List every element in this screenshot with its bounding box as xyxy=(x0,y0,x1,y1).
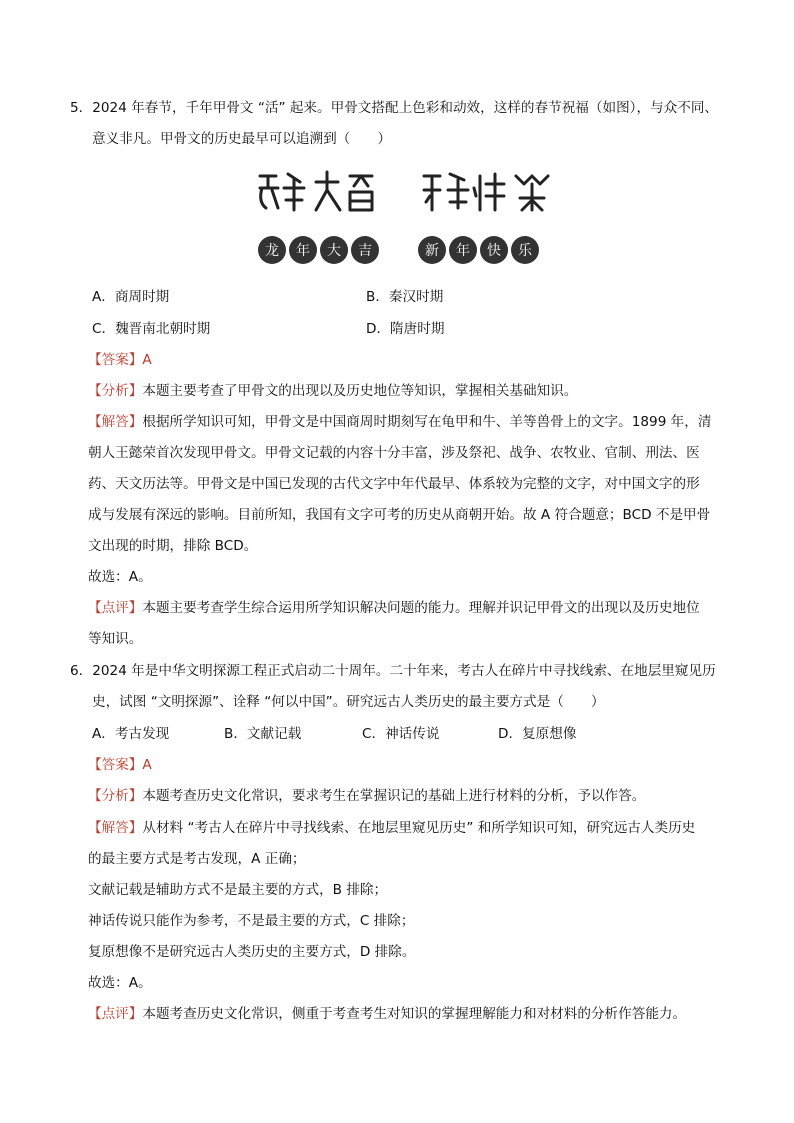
q6-solution-line1 xyxy=(88,818,695,838)
q5-solution-line2: 朝人王懿荣首次发现甲骨文。甲骨文记载的内容十分丰富，涉及祭祀、战争、农牧业、官制、刑法、医 xyxy=(88,445,700,461)
oracle-script-right xyxy=(424,174,548,210)
solution-tag: 【解答】 xyxy=(88,820,143,836)
caption-char-left-1: 龙 xyxy=(265,243,279,259)
answer-value: A xyxy=(142,352,152,368)
q5-option-c[interactable]: C．魏晋南北朝时期 xyxy=(92,321,211,337)
q5-analysis xyxy=(88,381,577,401)
solution-tag: 【解答】 xyxy=(88,414,143,430)
q6-solution-line2: 的最主要方式是考古发现，A 正确； xyxy=(88,851,306,867)
q5-option-a[interactable]: A．商周时期 xyxy=(92,289,170,305)
q5-comment-line2: 等知识。 xyxy=(88,631,143,647)
answer-tag: 【答案】 xyxy=(88,757,143,773)
analysis-text: 本题考查历史文化常识，要求考生在掌握识记的基础上进行材料的分析，予以作答。 xyxy=(142,788,646,804)
caption-char-left-4: 吉 xyxy=(358,243,372,259)
analysis-tag: 【分析】 xyxy=(88,788,143,804)
q6-answer xyxy=(88,755,152,775)
answer-tag: 【答案】 xyxy=(88,352,143,368)
comment-tag: 【点评】 xyxy=(88,1006,143,1022)
answer-value: A xyxy=(142,757,152,773)
caption-char-right-4: 乐 xyxy=(518,243,532,259)
q6-option-a[interactable]: A．考古发现 xyxy=(92,726,170,742)
oracle-bone-greeting-image xyxy=(254,168,560,272)
q5-solution-line3: 药、天文历法等。甲骨文是中国已发现的古代文字中年代最早、体系较为完整的文字，对中国文字的形 xyxy=(88,476,700,492)
caption-char-right-1: 新 xyxy=(425,243,439,259)
caption-char-left-3: 大 xyxy=(327,243,341,259)
caption-char-right-3: 快 xyxy=(487,243,501,259)
q5-option-b[interactable]: B．秦汉时期 xyxy=(366,289,444,305)
caption-char-left-2: 年 xyxy=(296,243,310,259)
q5-option-d[interactable]: D．隋唐时期 xyxy=(366,321,445,337)
q5-answer xyxy=(88,350,152,370)
q5-conclusion: 故选：A。 xyxy=(88,569,152,585)
q6-analysis xyxy=(88,786,645,806)
q6-option-b[interactable]: B．文献记载 xyxy=(224,726,302,742)
q6-stem-line1: 6．2024 年是中华文明探源工程正式启动二十周年。二十年来，考古人在碎片中寻找线索、在地层里窥见历 xyxy=(70,663,716,679)
q5-comment-line1 xyxy=(88,598,700,618)
q5-solution-line4: 成与发展有深远的影响。目前所知，我国有文字可考的历史从商朝开始。故 A 符合题意；BCD 不是甲骨 xyxy=(88,507,711,523)
q6-solution-line5: 复原想像不是研究远古人类历史的主要方式，D 排除。 xyxy=(88,944,416,960)
comment-text: 本题考查历史文化常识，侧重于考查考生对知识的掌握理解能力和对材料的分析作答能力。 xyxy=(142,1006,687,1022)
q6-conclusion: 故选：A。 xyxy=(88,975,152,991)
q5-stem-line1: 5．2024 年春节，千年甲骨文 “活” 起来。甲骨文搭配上色彩和动效，这样的春节祝福（如图），与众不同、 xyxy=(70,100,719,116)
comment-tag: 【点评】 xyxy=(88,600,143,616)
q5-solution-line5: 文出现的时期，排除 BCD。 xyxy=(88,538,258,554)
q6-stem-line2: 史，试图 “文明探源”、诠释 “何以中国”。研究远古人类历史的最主要方式是（ ） xyxy=(92,694,605,710)
caption-char-right-2: 年 xyxy=(456,243,470,259)
q6-solution-line4: 神话传说只能作为参考，不是最主要的方式，C 排除； xyxy=(88,913,415,929)
q6-comment xyxy=(88,1004,686,1024)
oracle-script-left xyxy=(260,172,372,210)
analysis-text: 本题主要考查了甲骨文的出现以及历史地位等知识，掌握相关基础知识。 xyxy=(142,383,578,399)
q6-option-c[interactable]: C．神话传说 xyxy=(362,726,440,742)
q5-solution-line1 xyxy=(88,412,711,432)
comment-text: 本题主要考查学生综合运用所学知识解决问题的能力。理解并识记甲骨文的出现以及历史地位 xyxy=(142,600,700,616)
solution-text: 从材料 “考古人在碎片中寻找线索、在地层里窥见历史” 和所学知识可知，研究远古人类历史 xyxy=(142,820,696,836)
q6-option-d[interactable]: D．复原想像 xyxy=(498,726,577,742)
solution-text: 根据所学知识可知，甲骨文是中国商周时期刻写在龟甲和牛、羊等兽骨上的文字。1899 年，清 xyxy=(142,414,712,430)
analysis-tag: 【分析】 xyxy=(88,383,143,399)
q5-stem-line2: 意义非凡。甲骨文的历史最早可以追溯到（ ） xyxy=(92,131,392,147)
q6-solution-line3: 文献记载是辅助方式不是最主要的方式，B 排除； xyxy=(88,882,388,898)
